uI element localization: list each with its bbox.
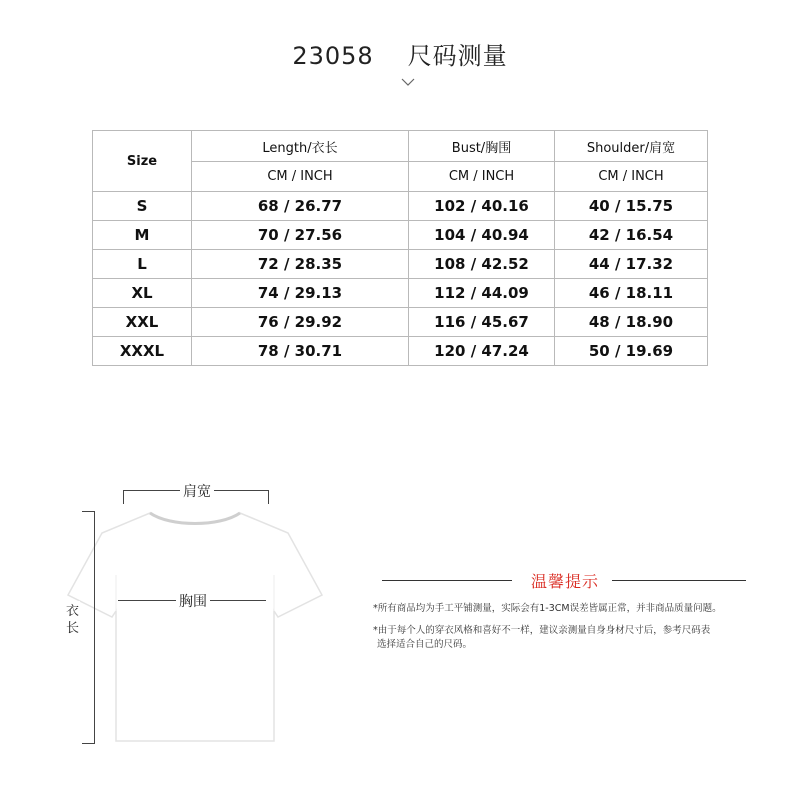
length-label: 衣 长 [65,601,80,639]
table-row [93,279,708,308]
unit-label: CM / INCH [555,162,708,192]
bust-cell: 102 / 40.16 [409,192,555,221]
unit-label: CM / INCH [192,162,409,192]
tip-item: *由于每个人的穿衣风格和喜好不一样，建议亲测量自身身材尺寸后，参考尺码表 [373,625,711,636]
column-header-length: Length/衣长 [192,131,409,162]
size-cell: XXXL [93,337,192,366]
bust-label: 胸围 [176,591,210,611]
shoulder-cell: 48 / 18.90 [555,308,708,337]
chevron-down-icon [401,78,415,86]
length-cell: 70 / 27.56 [192,221,409,250]
length-cell: 68 / 26.77 [192,192,409,221]
size-column-header: Size [93,131,192,192]
column-header-shoulder: Shoulder/肩宽 [555,131,708,162]
shoulder-cell: 44 / 17.32 [555,250,708,279]
length-cell: 78 / 30.71 [192,337,409,366]
shoulder-cell: 46 / 18.11 [555,279,708,308]
tips-title: 温馨提示 [530,572,599,591]
length-cell: 74 / 29.13 [192,279,409,308]
table-row [93,250,708,279]
bust-cell: 108 / 42.52 [409,250,555,279]
table-header-row [93,131,708,162]
table-row [93,308,708,337]
table-row [93,337,708,366]
title-text: 尺码测量 [407,42,508,70]
table-row [93,192,708,221]
size-cell: S [93,192,192,221]
tshirt-icon [60,495,340,755]
size-cell: L [93,250,192,279]
shoulder-cell: 42 / 16.54 [555,221,708,250]
size-chart-table [92,130,708,366]
bust-cell: 104 / 40.94 [409,221,555,250]
bust-cell: 116 / 45.67 [409,308,555,337]
shoulder-cell: 40 / 15.75 [555,192,708,221]
length-cell: 76 / 29.92 [192,308,409,337]
unit-label: CM / INCH [409,162,555,192]
tip-item: 选择适合自己的尺码。 [377,639,473,650]
product-code: 23058 [292,42,374,70]
divider [612,580,746,581]
size-cell: M [93,221,192,250]
table-row [93,221,708,250]
size-cell: XXL [93,308,192,337]
shoulder-cell: 50 / 19.69 [555,337,708,366]
size-cell: XL [93,279,192,308]
divider [382,580,512,581]
shoulder-label: 肩宽 [180,481,214,501]
column-header-bust: Bust/胸围 [409,131,555,162]
page-title [0,36,800,71]
tip-item: *所有商品均为手工平铺测量，实际会有1-3CM误差皆属正常，并非商品质量问题。 [373,603,722,614]
bust-cell: 112 / 44.09 [409,279,555,308]
bust-cell: 120 / 47.24 [409,337,555,366]
length-cell: 72 / 28.35 [192,250,409,279]
